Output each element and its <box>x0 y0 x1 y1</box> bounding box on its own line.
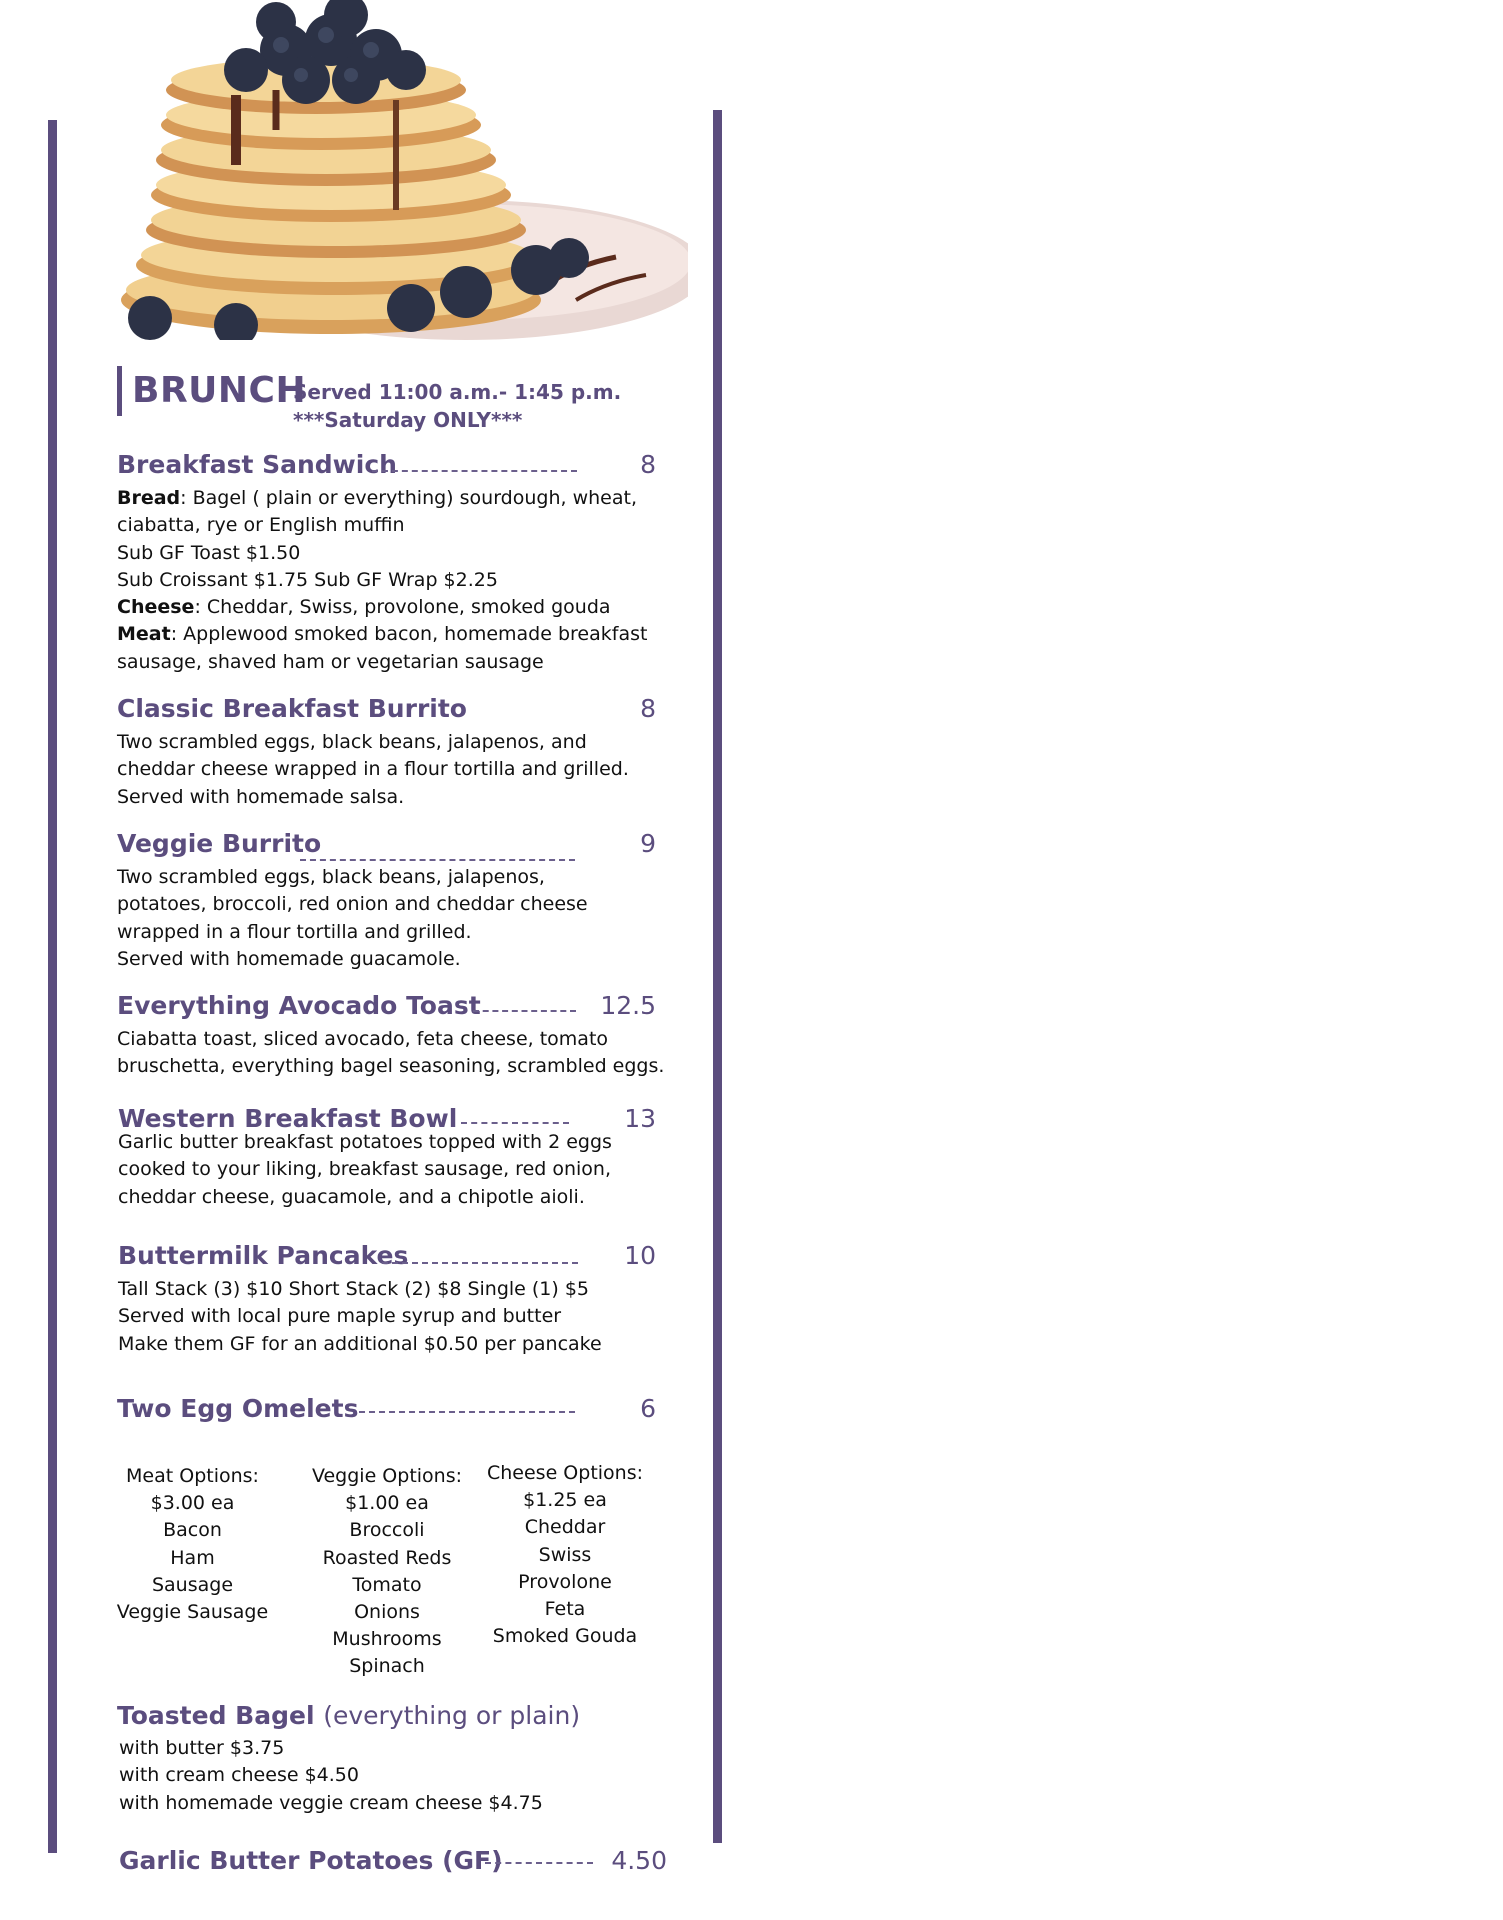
served-time: Served 11:00 a.m.- 1:45 p.m. <box>293 380 622 404</box>
item-price: 9 <box>640 829 656 858</box>
day-note: ***Saturday ONLY*** <box>293 408 523 432</box>
item-title-western-breakfast-bowl: Western Breakfast Bowl <box>118 1104 458 1133</box>
item-price: 4.50 <box>611 1846 667 1875</box>
description-line: potatoes, broccoli, red onion and cheddar cheese <box>117 893 588 916</box>
option-heading: Meat Options: <box>126 1465 259 1487</box>
item-description <box>117 1026 664 1081</box>
item-price: 10 <box>624 1241 656 1270</box>
description-line: Sub GF Toast $1.50 <box>117 541 301 564</box>
item-description <box>117 864 588 973</box>
item-description <box>118 1129 612 1211</box>
item-title-suffix: (everything or plain) <box>323 1701 581 1730</box>
option-item: Provolone <box>518 1570 612 1593</box>
description-line: Garlic butter breakfast potatoes topped with 2 eggs <box>118 1131 612 1153</box>
cheese-options-column <box>480 1460 650 1650</box>
description-line: Make them GF for an additional $0.50 per pancake <box>118 1332 602 1355</box>
item-price: 13 <box>624 1104 656 1133</box>
option-heading: Veggie Options: <box>311 1465 463 1487</box>
option-item: Swiss <box>538 1543 592 1566</box>
description-line: ciabatta, rye or English muffin <box>117 514 405 537</box>
item-price: 8 <box>640 694 656 723</box>
item-title-garlic-butter-potatoes: Garlic Butter Potatoes (GF) <box>119 1846 503 1875</box>
description-line: bruschetta, everything bagel seasoning, scrambled eggs. <box>117 1055 665 1078</box>
item-title-text: Toasted Bagel <box>117 1701 315 1730</box>
item-title-everything-avocado-toast: Everything Avocado Toast <box>117 991 481 1020</box>
item-description <box>118 1276 602 1358</box>
description-line: Cheese: Cheddar, Swiss, provolone, smoked gouda <box>117 596 611 619</box>
option-item: Veggie Sausage <box>116 1601 269 1624</box>
option-item: Mushrooms <box>332 1628 442 1651</box>
option-price: $1.25 ea <box>523 1489 607 1512</box>
item-title-two-egg-omelets: Two Egg Omelets <box>117 1394 359 1423</box>
option-item: Sausage <box>151 1573 234 1596</box>
pancake-stack-image <box>116 0 688 340</box>
option-item: Broccoli <box>349 1519 425 1542</box>
description-line: cheddar cheese, guacamole, and a chipotle aioli. <box>118 1185 585 1208</box>
header-accent-bar <box>117 366 122 416</box>
veggie-options-column <box>302 1463 472 1681</box>
item-price: 12.5 <box>600 991 656 1020</box>
dotted-leader <box>473 1010 576 1012</box>
description-line: Ciabatta toast, sliced avocado, feta cheese, tomato <box>117 1028 609 1050</box>
item-title-toasted-bagel <box>117 1701 580 1730</box>
page-title: BRUNCH <box>132 370 307 411</box>
option-item: Spinach <box>349 1655 425 1678</box>
item-price: 8 <box>640 450 656 479</box>
left-accent-bar <box>48 120 57 1853</box>
item-title-classic-breakfast-burrito: Classic Breakfast Burrito <box>117 694 467 723</box>
option-item: Bacon <box>163 1519 222 1542</box>
description-line: Two scrambled eggs, black beans, jalapenos, and <box>117 731 587 753</box>
option-price: $3.00 ea <box>150 1492 235 1515</box>
description-line: cooked to your liking, breakfast sausage, red onion, <box>118 1158 612 1181</box>
option-item: Ham <box>170 1546 215 1569</box>
dotted-leader <box>382 1262 578 1264</box>
description-line: cheddar cheese wrapped in a flour tortilla and grilled. <box>117 758 629 781</box>
item-title-breakfast-sandwich: Breakfast Sandwich <box>117 450 397 479</box>
option-item: Smoked Gouda <box>492 1625 638 1648</box>
item-description <box>117 485 647 676</box>
option-price: $1.00 ea <box>345 1492 429 1515</box>
item-price: 6 <box>640 1394 656 1423</box>
description-line: Two scrambled eggs, black beans, jalapenos, <box>117 866 545 888</box>
dotted-leader <box>359 1411 575 1413</box>
option-item: Tomato <box>352 1573 422 1596</box>
description-line: Sub Croissant $1.75 Sub GF Wrap $2.25 <box>117 568 498 591</box>
option-item: Cheddar <box>524 1516 606 1539</box>
dotted-leader <box>485 1862 593 1864</box>
meat-options-column <box>110 1463 275 1626</box>
description-line: Meat: Applewood smoked bacon, homemade breakfast <box>117 623 648 646</box>
description-line: Served with local pure maple syrup and butter <box>118 1305 562 1328</box>
item-title-veggie-burrito: Veggie Burrito <box>117 829 322 858</box>
item-title-buttermilk-pancakes: Buttermilk Pancakes <box>118 1241 409 1270</box>
option-item: Onions <box>354 1601 420 1624</box>
description-line: Served with homemade guacamole. <box>117 947 461 970</box>
right-accent-bar <box>713 110 722 1843</box>
description-line: wrapped in a flour tortilla and grilled. <box>117 920 472 943</box>
dotted-leader <box>372 470 577 472</box>
description-line: Served with homemade salsa. <box>117 785 405 808</box>
dotted-leader <box>300 859 575 861</box>
description-line: with homemade veggie cream cheese $4.75 <box>119 1791 543 1814</box>
option-item: Feta <box>544 1598 586 1621</box>
description-line: sausage, shaved ham or vegetarian sausage <box>117 650 544 673</box>
item-description <box>117 729 629 811</box>
description-line: with cream cheese $4.50 <box>119 1764 359 1787</box>
service-hours <box>293 378 621 434</box>
description-line: Bread: Bagel ( plain or everything) sourdough, wheat, <box>117 487 637 509</box>
option-item: Roasted Reds <box>322 1546 452 1569</box>
option-heading: Cheese Options: <box>486 1462 644 1484</box>
item-description <box>119 1735 543 1817</box>
description-line: with butter $3.75 <box>119 1737 285 1759</box>
dotted-leader <box>461 1122 569 1124</box>
description-line: Tall Stack (3) $10 Short Stack (2) $8 Single (1) $5 <box>118 1278 590 1300</box>
